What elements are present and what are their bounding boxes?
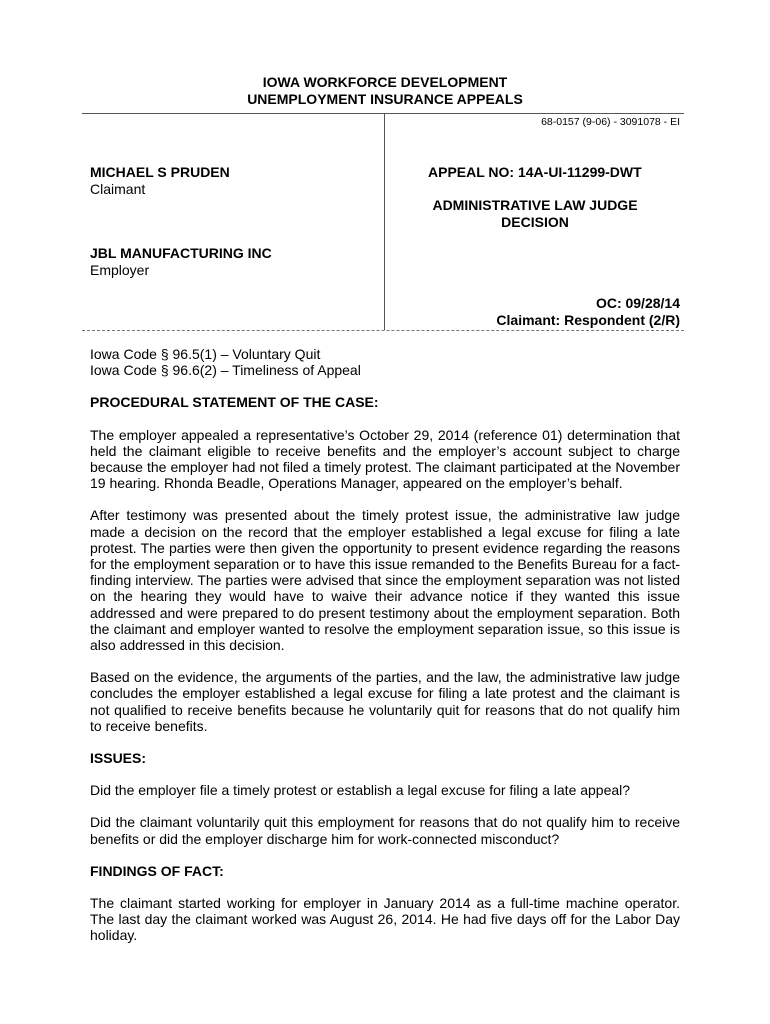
issue-question-1: Did the employer file a timely protest or establish a legal excuse for filing a late appeal?	[90, 782, 631, 799]
procedural-paragraph-3: Based on the evidence, the arguments of the parties, and the law, the administrative law judge concludes the employer established a legal excuse for filing a late protest and the claimant is not qualified to receive benefits because he voluntarily quit for reasons that do not qualify him to receive benefits.	[90, 669, 680, 734]
decision-title-line2: DECISION	[501, 214, 569, 230]
procedural-paragraph-1: The employer appealed a representative’s October 29, 2014 (reference 01) determination that held the claimant eligible to receive benefits and the employer’s account subject to charge because the employer had not filed a timely protest. The claimant participated at the November 19 hearing. Rhonda Beadle, Operations Manager, appeared on the employer’s behalf.	[90, 426, 680, 492]
issue-question-2: Did the claimant voluntarily quit this employment for reasons that do not qualify him to receive benefits or did the employer discharge him for work-connected misconduct?	[90, 814, 680, 847]
procedural-heading: PROCEDURAL STATEMENT OF THE CASE:	[90, 394, 379, 411]
citation-voluntary-quit: Iowa Code § 96.5(1) – Voluntary Quit	[90, 346, 321, 362]
employer-name: JBL MANUFACTURING INC	[90, 245, 272, 261]
findings-paragraph-1: The claimant started working for employer in January 2014 as a full-time machine operator. The last day the claimant worked was August 26, 2014. He had five days off for the Labor Day holiday.	[90, 895, 680, 944]
citation-timeliness: Iowa Code § 96.6(2) – Timeliness of Appeal	[90, 362, 361, 379]
oc-date: OC: 09/28/14	[595, 295, 680, 311]
decision-title	[400, 197, 670, 231]
document-id: 68-0157 (9-06) - 3091078 - EI	[541, 116, 680, 128]
claimant-status: Claimant: Respondent (2/R)	[496, 312, 680, 328]
decision-title-line1: ADMINISTRATIVE LAW JUDGE	[432, 197, 638, 213]
caption-divider	[384, 113, 385, 330]
procedural-paragraph-2: After testimony was presented about the timely protest issue, the administrative law judge made a decision on the record that the employer established a legal excuse for filing a late protest. The parties were then given the opportunity to present evidence regarding the reasons for the employment separation or to have this issue remanded to the Benefits Bureau for a fact-finding interview. The parties were advised that since the employment separation was not listed on the hearing they would have to waive their advance notice if they wanted this issue addressed and were prepared to do present testimony about the employment separation. Both the claimant and employer wanted to resolve the employment separation issue, so this issue is also addressed in this decision.	[90, 507, 680, 654]
claimant-role: Claimant	[90, 181, 146, 197]
agency-name: IOWA WORKFORCE DEVELOPMENT	[262, 74, 508, 90]
caption-bottom-rule	[82, 330, 684, 331]
decision-body	[90, 346, 680, 944]
claimant-name: MICHAEL S PRUDEN	[90, 164, 230, 180]
findings-heading: FINDINGS OF FACT:	[90, 862, 224, 879]
appeal-number: APPEAL NO: 14A-UI-11299-DWT	[428, 164, 642, 180]
agency-division: UNEMPLOYMENT INSURANCE APPEALS	[247, 91, 523, 107]
issues-heading: ISSUES:	[90, 750, 147, 767]
caption-top-rule	[82, 113, 684, 114]
employer-role: Employer	[90, 262, 150, 278]
